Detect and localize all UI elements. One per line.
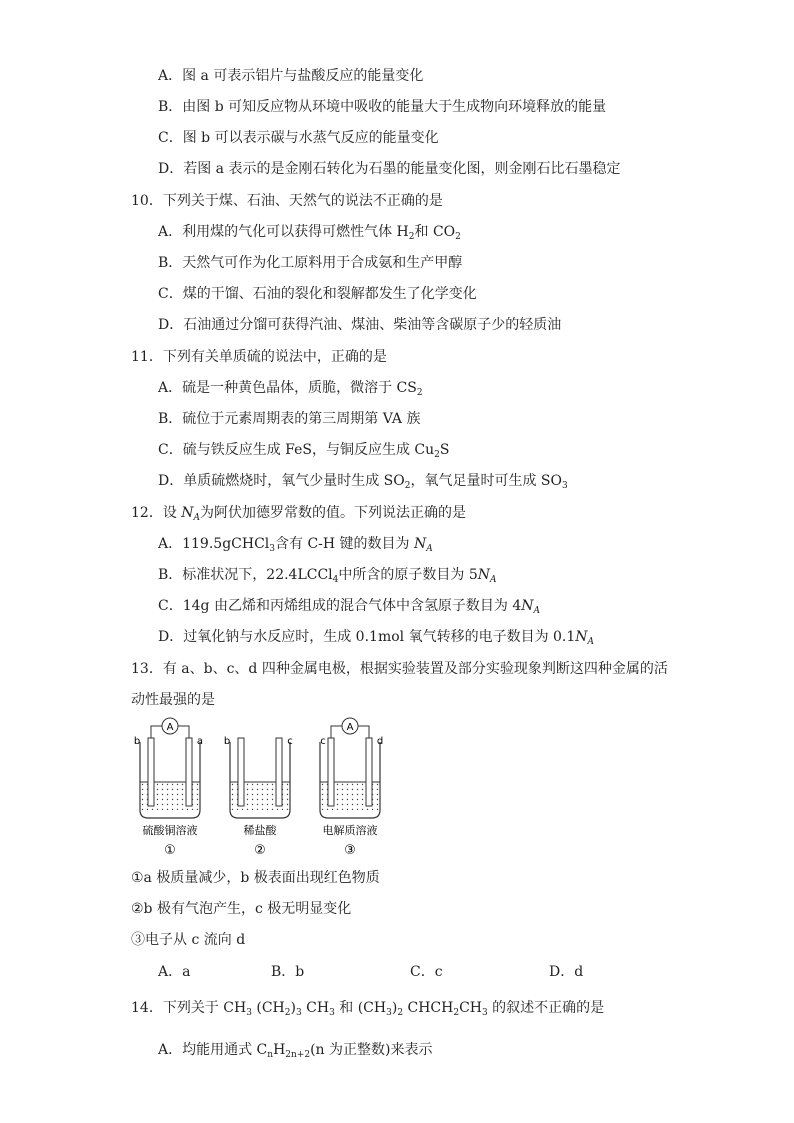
ammeter-label: A <box>166 722 174 733</box>
electrode-label: c <box>320 736 326 747</box>
solution-label: 电解质溶液 <box>322 824 378 837</box>
q12-stem: 12．设 $N_A$为阿伏加德罗常数的值。下列说法正确的是 <box>131 505 467 523</box>
q10-option-a: A．利用煤的气化可以获得可燃性气体 $H_2$和 $CO_2$ <box>158 224 461 242</box>
solution-label: 硫酸铜溶液 <box>142 824 198 837</box>
q14-option-a: A．均能用通式 $C_nH_{2n+2}(n$ 为正整数)来表示 <box>158 1042 433 1060</box>
solution-label: 稀盐酸 <box>243 824 277 837</box>
cell-number: ③ <box>344 843 356 858</box>
q11-option-c: C．硫与铁反应生成 FeS，与铜反应生成 $Cu_2S$ <box>158 442 450 460</box>
q10-stem: 10．下列关于煤、石油、天然气的说法不正确的是 <box>131 193 443 209</box>
q12-option-a: A．119.5gCHCl$_3$含有 C-H 键的数目为 $N_A$ <box>158 536 433 554</box>
electrode-cells-figure <box>130 712 390 862</box>
q13-choices <box>158 962 598 982</box>
q9-option-d: D．若图 a 表示的是金刚石转化为石墨的能量变化图，则金刚石比石墨稳定 <box>158 161 621 177</box>
cell-3 <box>320 718 383 858</box>
q13-choice-c: C．c <box>410 964 443 980</box>
q13-stem-line1: 13．有 a、b、c、d 四种金属电极，根据实验装置及部分实验现象判断这四种金属的活 <box>131 661 668 677</box>
q12-option-c: C．14g 由乙烯和丙烯组成的混合气体中含氢原子数目为 $4N_A$ <box>158 598 541 616</box>
cell-number: ② <box>254 843 266 858</box>
q10-option-d: D．石油通过分馏可获得汽油、煤油、柴油等含碳原子少的轻质油 <box>158 317 562 333</box>
q10-option-c: C．煤的干馏、石油的裂化和裂解都发生了化学变化 <box>158 286 477 302</box>
q13-choice-a: A．a <box>158 964 191 980</box>
q9-option-c: C．图 b 可以表示碳与水蒸气反应的能量变化 <box>158 130 439 146</box>
electrode-label: b <box>133 736 141 747</box>
electrode-label: a <box>196 736 204 747</box>
cell-number: ① <box>164 843 176 858</box>
q14-stem: 14．下列关于 $CH_3$ $(CH_2)_3$ $CH_3$ 和 $(CH_3)_2$ $CHCH_2CH_3$ 的叙述不正确的是 <box>131 1000 605 1018</box>
q12-option-b: B．标准状况下，22.4LCCl$_4$中所含的原子数目为 $5N_A$ <box>158 567 497 585</box>
q9-option-b: B．由图 b 可知反应物从环境中吸收的能量大于生成物向环境释放的能量 <box>158 99 607 115</box>
q13-observation-3: ③电子从 c 流向 d <box>131 932 246 948</box>
q9-option-a: A．图 a 可表示铝片与盐酸反应的能量变化 <box>158 68 424 84</box>
cell-2 <box>224 736 293 858</box>
q10-option-b: B．天然气可作为化工原料用于合成氨和生产甲醇 <box>158 255 463 271</box>
q11-option-b: B．硫位于元素周期表的第三周期第 VA 族 <box>158 411 421 427</box>
q13-choice-b: B．b <box>271 964 305 980</box>
electrode-label: c <box>287 736 293 747</box>
q11-option-d: D．单质硫燃烧时，氧气少量时生成 $SO_2$，氧气足量时可生成 $SO_3$ <box>158 473 568 491</box>
electrode-label: b <box>223 736 231 747</box>
q13-observation-2: ②b 极有气泡产生，c 极无明显变化 <box>131 901 352 917</box>
electrode-label: d <box>376 736 384 747</box>
q11-option-a: A．硫是一种黄色晶体，质脆，微溶于 $CS_2$ <box>158 380 423 398</box>
q12-option-d: D．过氧化钠与水反应时，生成 0.1mol 氧气转移的电子数目为 $0.1N_A$ <box>158 629 595 647</box>
q13-observation-1: ①a 极质量减少，b 极表面出现红色物质 <box>131 870 380 886</box>
cell-1 <box>134 718 203 858</box>
ammeter-label: A <box>346 722 354 733</box>
q11-stem: 11．下列有关单质硫的说法中，正确的是 <box>131 349 387 365</box>
q13-choice-d: D．d <box>549 964 584 980</box>
q13-stem-line2: 动性最强的是 <box>131 692 215 708</box>
